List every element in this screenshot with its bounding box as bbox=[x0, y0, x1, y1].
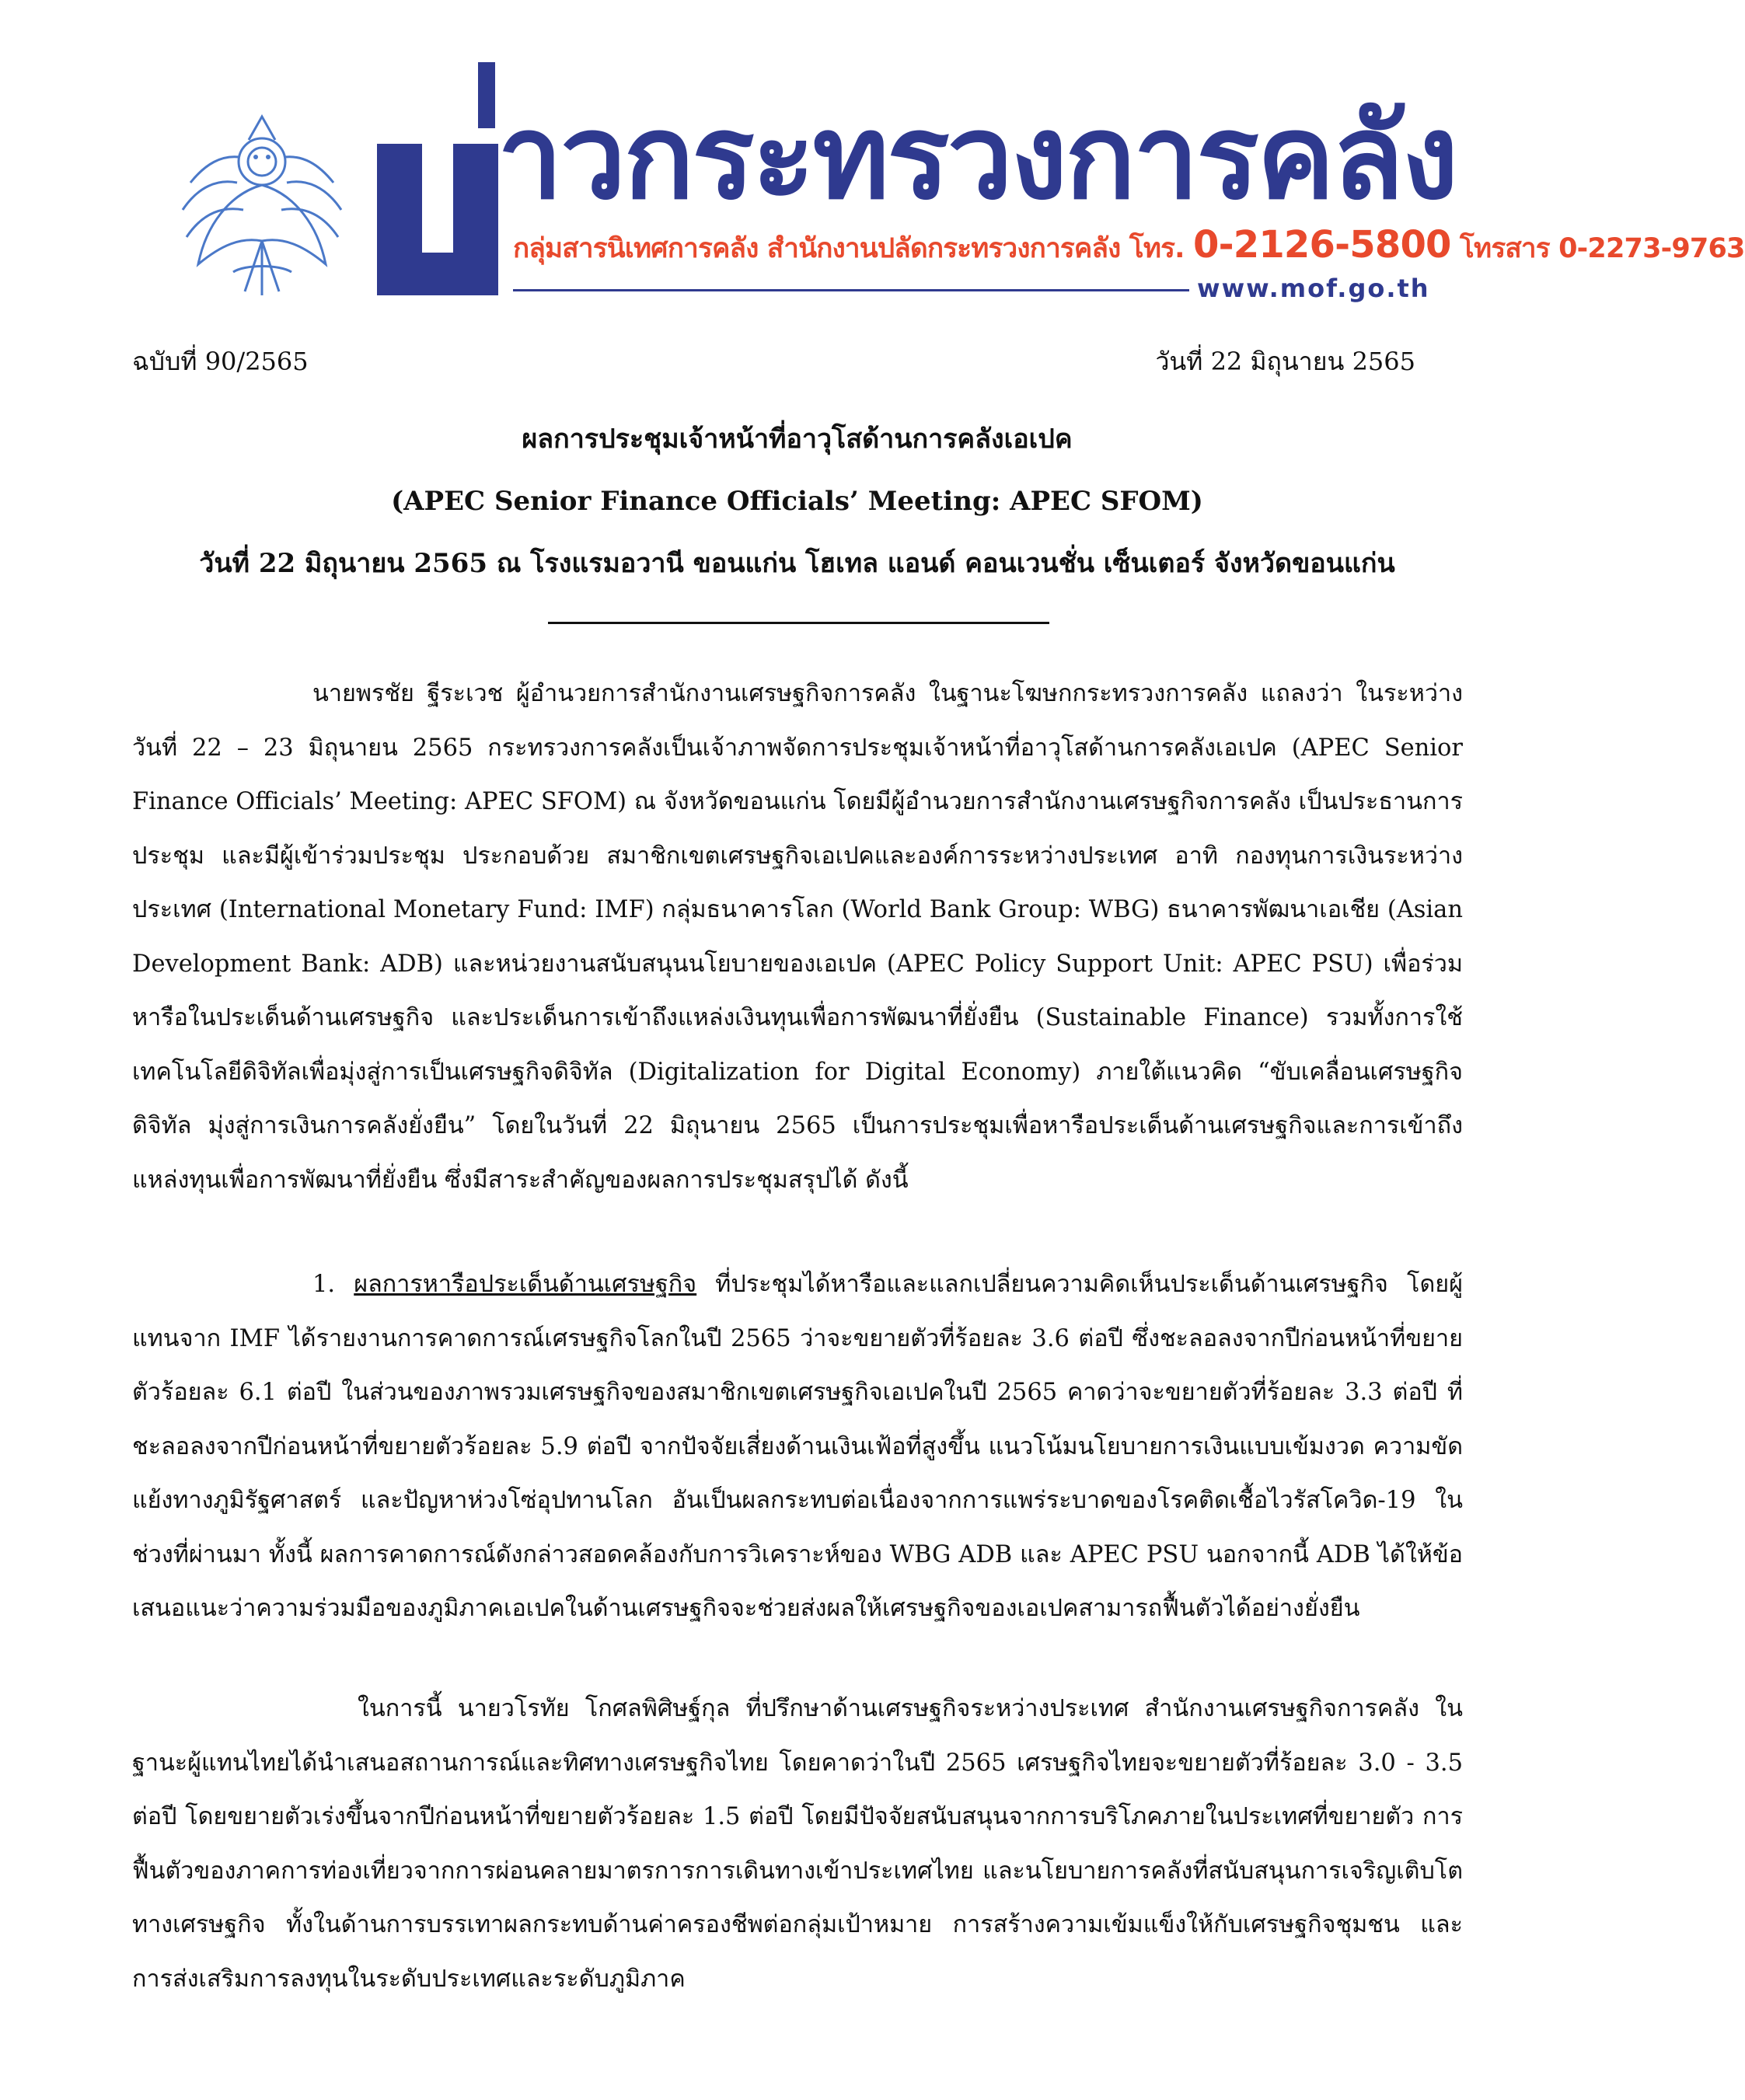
body-paragraph-economy bbox=[132, 1258, 1463, 1636]
website-link[interactable]: www.mof.go.th bbox=[1197, 274, 1430, 303]
masthead-contact bbox=[513, 222, 1745, 267]
headline-subtitle: (APEC Senior Finance Officials’ Meeting: APEC SFOM) bbox=[391, 486, 1203, 517]
ministry-emblem-icon bbox=[175, 109, 350, 299]
headline-title: ผลการประชุมเจ้าหน้าที่อาวุโสด้านการคลังเอเปค bbox=[522, 424, 1073, 455]
body-paragraph-intro: นายพรชัย ฐีระเวช ผู้อำนวยการสำนักงานเศรษฐกิจการคลัง ในฐานะโฆษกกระทรวงการคลัง แถลงว่า ในระหว่างวันที่ 22 – 23 มิถุนายน 2565 กระทรวงการคลังเป็นเจ้าภาพจัดการประชุมเจ้าหน้าที่อาวุโสด้านการคลังเอเปค (APEC Senior Finance Officials’ Meeting: APEC SFOM) ณ จังหวัดขอนแก่น โดยมีผู้อำนวยการสำนักงานเศรษฐกิจการคลัง เป็นประธานการประชุม และมีผู้เข้าร่วมประชุม ประกอบด้วย สมาชิกเขตเศรษฐกิจเอเปคและองค์การระหว่างประเทศ อาทิ กองทุนการเงินระหว่างประเทศ (International Monetary Fund: IMF) กลุ่มธนาคารโลก (World Bank Group: WBG) ธนาคารพัฒนาเอเชีย (Asian Development Bank: ADB) และหน่วยงานสนับสนุนนโยบายของเอเปค (APEC Policy Support Unit: APEC PSU) เพื่อร่วมหารือในประเด็นด้านเศรษฐกิจ และประเด็นการเข้าถึงแหล่งเงินทุนเพื่อการพัฒนาที่ยั่งยืน (Sustainable Finance) รวมทั้งการใช้เทคโนโลยีดิจิทัลเพื่อมุ่งสู่การเป็นเศรษฐกิจดิจิทัล (Digitalization for Digital Economy) ภายใต้แนวคิด “ขับเคลื่อนเศรษฐกิจดิจิทัล มุ่งสู่การเงินการคลังยั่งยืน” โดยในวันที่ 22 มิถุนายน 2565 เป็นการประชุมเพื่อหารือประเด็นด้านเศรษฐกิจและการเข้าถึงแหล่งทุนเพื่อการพัฒนาที่ยั่งยืน ซึ่งมีสาระสำคัญของผลการประชุมสรุปได้ ดังนี้ bbox=[132, 680, 1463, 1194]
issue-date: วันที่ 22 มิถุนายน 2565 bbox=[1155, 347, 1415, 376]
headline-venue: วันที่ 22 มิถุนายน 2565 ณ โรงแรมอวานี ขอนแก่น โฮเทล แอนด์ คอนเวนชั่น เซ็นเตอร์ จังหวัดขอนแก่น bbox=[199, 548, 1395, 579]
section-heading: ผลการหารือประเด็นด้านเศรษฐกิจ bbox=[354, 1271, 697, 1298]
letterhead bbox=[0, 0, 1745, 326]
fax-label: โทรสาร bbox=[1460, 233, 1550, 264]
phone-number: 0-2126-5800 bbox=[1193, 223, 1451, 267]
masthead-divider bbox=[513, 289, 1189, 291]
section-text: ที่ประชุมได้หารือและแลกเปลี่ยนความคิดเห็นประเด็นด้านเศรษฐกิจ โดยผู้แทนจาก IMF ได้รายงานการคาดการณ์เศรษฐกิจโลกในปี 2565 ว่าจะขยายตัวที่ร้อยละ 3.6 ต่อปี ซึ่งชะลอลงจากปีก่อนหน้าที่ขยายตัวร้อยละ 6.1 ต่อปี ในส่วนของภาพรวมเศรษฐกิจของสมาชิกเขตเศรษฐกิจเอเปคในปี 2565 คาดว่าจะขยายตัวที่ร้อยละ 3.3 ต่อปี ที่ชะลอลงจากปีก่อนหน้าที่ขยายตัวร้อยละ 5.9 ต่อปี จากปัจจัยเสี่ยงด้านเงินเฟ้อที่สูงขึ้น แนวโน้มนโยบายการเงินแบบเข้มงวด ความขัดแย้งทางภูมิรัฐศาสตร์ และปัญหาห่วงโซ่อุปทานโลก อันเป็นผลกระทบต่อเนื่องจากการแพร่ระบาดของโรคติดเชื้อไวรัสโควิด-19 ในช่วงที่ผ่านมา ทั้งนี้ ผลการคาดการณ์ดังกล่าวสอดคล้องกับการวิเคราะห์ของ WBG ADB และ APEC PSU นอกจากนี้ ADB ได้ให้ข้อเสนอแนะว่าความร่วมมือของภูมิภาคเอเปคในด้านเศรษฐกิจจะช่วยส่งผลให้เศรษฐกิจของเอเปคสามารถฟื้นตัวได้อย่างยั่งยืน bbox=[132, 1271, 1463, 1622]
masthead-title: าวกระทรวงการคลัง bbox=[497, 90, 1457, 225]
issue-number: ฉบับที่ 90/2565 bbox=[132, 347, 309, 376]
headline-divider bbox=[548, 622, 1049, 624]
body-paragraph-thailand: ในการนี้ นายวโรทัย โกศลพิศิษฐ์กุล ที่ปรึกษาด้านเศรษฐกิจระหว่างประเทศ สำนักงานเศรษฐกิจการคลัง ในฐานะผู้แทนไทยได้นำเสนอสถานการณ์และทิศทางเศรษฐกิจไทย โดยคาดว่าในปี 2565 เศรษฐกิจไทยจะขยายตัวที่ร้อยละ 3.0 - 3.5 ต่อปี โดยขยายตัวเร่งขึ้นจากปีก่อนหน้าที่ขยายตัวร้อยละ 1.5 ต่อปี โดยมีปัจจัยสนับสนุนจากการบริโภคภายในประเทศที่ขยายตัว การฟื้นตัวของภาคการท่องเที่ยวจากการผ่อนคลายมาตรการการเดินทางเข้าประเทศไทย และนโยบายการคลังที่สนับสนุนการเจริญเติบโตทางเศรษฐกิจ ทั้งในด้านการบรรเทาผลกระทบด้านค่าครองชีพต่อกลุ่มเป้าหมาย การสร้างความเข้มแข็งให้กับเศรษฐกิจชุมชน และการส่งเสริมการลงทุนในระดับประเทศและระดับภูมิภาค bbox=[132, 1695, 1463, 1993]
masthead-initial-glyph bbox=[361, 54, 513, 311]
office-line: กลุ่มสารนิเทศการคลัง สำนักงานปลัดกระทรวงการคลัง โทร. bbox=[513, 233, 1185, 264]
fax-number: 0-2273-9763 bbox=[1558, 233, 1745, 264]
section-number: 1. bbox=[312, 1271, 336, 1298]
